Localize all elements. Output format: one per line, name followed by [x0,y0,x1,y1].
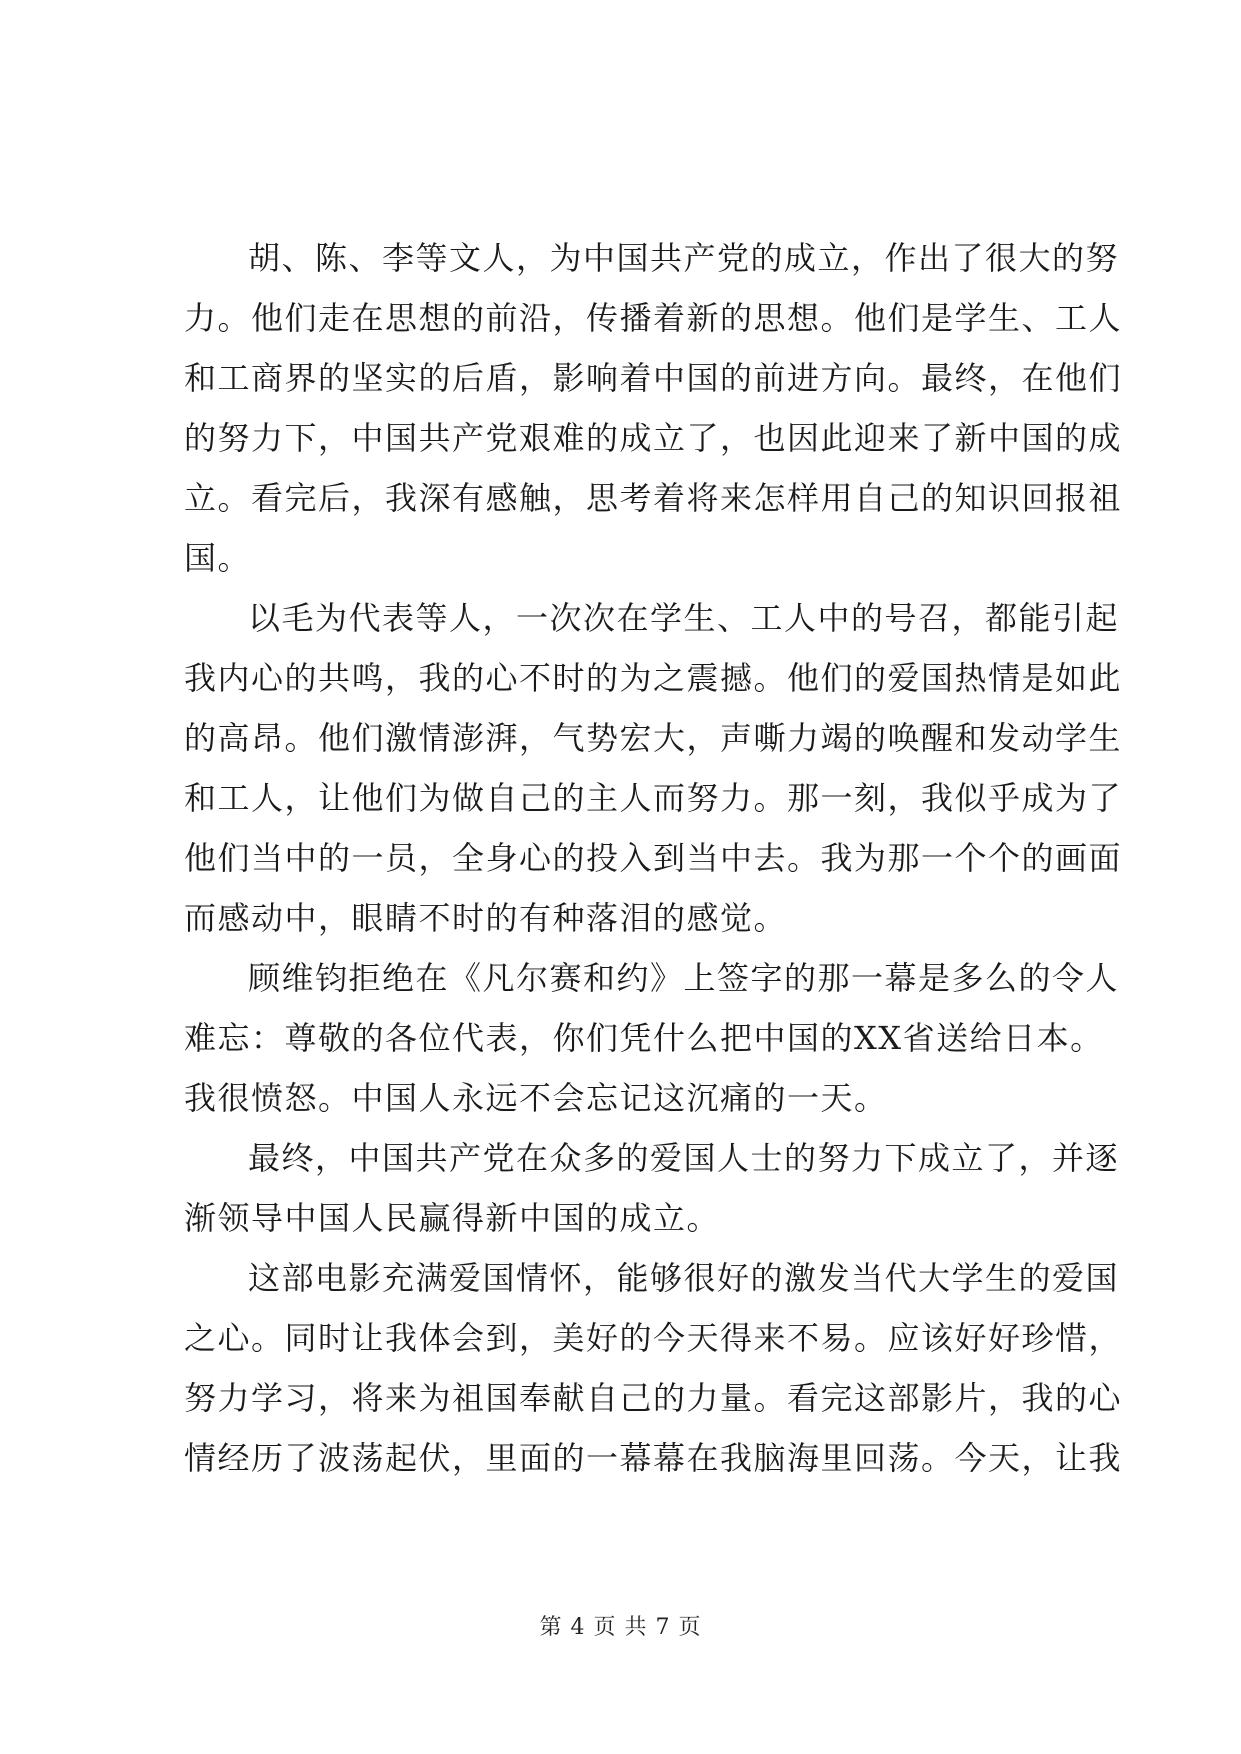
text-line: 的努力下，中国共产党艰难的成立了，也因此迎来了新中国的成 [184,419,1123,457]
text-line: 难忘：尊敬的各位代表，你们凭什么把中国的XX省送给日本。 [184,1019,1104,1057]
text-line: 我很愤怒。中国人永远不会忘记这沉痛的一天。 [184,1079,888,1117]
text-line: 他们当中的一员，全身心的投入到当中去。我为那一个个的画面 [184,839,1123,877]
text-line: 而感动中，眼睛不时的有种落泪的感觉。 [184,899,788,937]
text-line: 和工人，让他们为做自己的主人而努力。那一刻，我似乎成为了 [184,779,1123,817]
paragraph-1 [184,228,1123,588]
text-line: 顾维钧拒绝在《凡尔赛和约》上签字的那一幕是多么的令人 [248,959,1120,997]
text-line: 渐领导中国人民赢得新中国的成立。 [184,1199,721,1237]
document-body [184,228,1123,1488]
text-line: 情经历了波荡起伏，里面的一幕幕在我脑海里回荡。今天，让我 [184,1439,1123,1477]
paragraph-5 [184,1248,1123,1488]
paragraph-4 [184,1128,1120,1248]
text-line: 我内心的共鸣，我的心不时的为之震撼。他们的爱国热情是如此 [184,659,1123,697]
text-line: 这部电影充满爱国情怀，能够很好的激发当代大学生的爱国 [248,1259,1120,1297]
page-number-footer: 第 4 页 共 7 页 [539,1615,702,1640]
text-line: 力。他们走在思想的前沿，传播着新的思想。他们是学生、工人 [184,299,1123,337]
text-line: 胡、陈、李等文人，为中国共产党的成立，作出了很大的努 [248,239,1120,277]
text-line: 最终，中国共产党在众多的爱国人士的努力下成立了，并逐 [248,1139,1120,1177]
text-line: 立。看完后，我深有感触，思考着将来怎样用自己的知识回报祖 [184,479,1123,517]
text-line: 之心。同时让我体会到，美好的今天得来不易。应该好好珍惜， [184,1319,1123,1357]
text-line: 努力学习，将来为祖国奉献自己的力量。看完这部影片，我的心 [184,1379,1123,1417]
text-line: 的高昂。他们激情澎湃，气势宏大，声嘶力竭的唤醒和发动学生 [184,719,1123,757]
text-line: 和工商界的坚实的后盾，影响着中国的前进方向。最终，在他们 [184,359,1123,397]
paragraph-2 [184,588,1123,948]
text-line: 以毛为代表等人，一次次在学生、工人中的号召，都能引起 [248,599,1120,637]
text-line: 国。 [184,539,252,577]
paragraph-3 [184,948,1120,1128]
